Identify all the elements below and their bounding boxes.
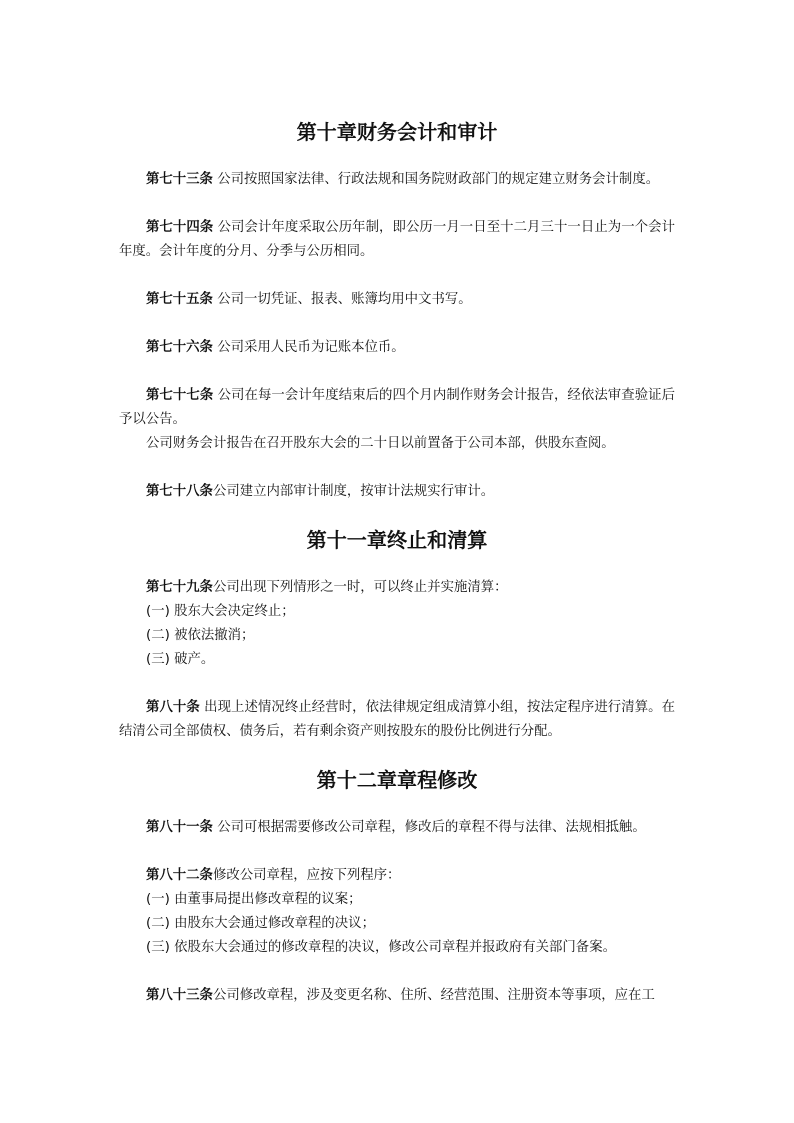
chapter-title: 第十一章终止和清算 (306, 528, 488, 552)
article-number: 第七十九条 (146, 580, 213, 595)
list-item: (一) 由董事局提出修改章程的议案； (146, 892, 362, 907)
article-text: 公司可根据需要修改公司章程，修改后的章程不得与法律、法规相抵触。 (212, 820, 646, 835)
article-text: 公司采用人民币为记账本位币。 (212, 340, 405, 355)
article-number: 第七十八条 (146, 484, 213, 499)
article-number: 第七十三条 (146, 172, 213, 187)
article-text: 公司建立内部审计制度，按审计法规实行审计。 (212, 484, 495, 499)
article-text: 公司出现下列情形之一时，可以终止并实施清算： (212, 580, 508, 595)
article-78 (119, 480, 675, 504)
article-text: 修改公司章程，应按下列程序： (212, 868, 401, 883)
article-79 (119, 576, 675, 600)
article-number: 第八十一条 (146, 820, 213, 835)
article-80 (119, 696, 675, 744)
article-text: 公司会计年度采取公历年制，即公历一月一日至十二月三十一日止为一个会计年度。会计年度的分月、分季与公历相同。 (119, 220, 675, 259)
article-number: 第八十三条 (146, 988, 213, 1003)
article-text: 公司修改章程，涉及变更名称、住所、经营范围、注册资本等事项，应在工 (212, 988, 655, 1003)
article-number: 第八十二条 (146, 868, 213, 883)
article-number: 第八十条 (146, 700, 200, 715)
article-81 (119, 816, 675, 840)
article-number: 第七十六条 (146, 340, 213, 355)
article-number: 第七十五条 (146, 292, 213, 307)
article-77 (119, 384, 675, 432)
article-74 (119, 216, 675, 264)
article-text: 出现上述情况终止经营时，依法律规定组成清算小组，按法定程序进行清算。在结清公司全部债权、债务后，若有剩余资产则按股东的股份比例进行分配。 (119, 700, 675, 739)
chapter-title: 第十二章章程修改 (316, 768, 478, 792)
document-body (119, 120, 675, 1008)
list-item: (一) 股东大会决定终止； (146, 604, 295, 619)
article-82 (119, 864, 675, 888)
article-73 (119, 168, 675, 192)
list-item: (二) 由股东大会通过修改章程的决议； (146, 916, 375, 931)
list-item: (三) 依股东大会通过的修改章程的决议，修改公司章程并报政府有关部门备案。 (146, 940, 616, 955)
article-text: 公司一切凭证、报表、账簿均用中文书写。 (212, 292, 472, 307)
article-text: 公司在每一会计年度结束后的四个月内制作财务会计报告，经依法审查验证后予以公告。 (119, 388, 675, 427)
chapter-title: 第十章财务会计和审计 (296, 120, 498, 144)
article-number: 第七十七条 (146, 388, 214, 403)
article-number: 第七十四条 (146, 220, 214, 235)
list-item: (三) 破产。 (146, 652, 215, 667)
list-item: (二) 被依法撤消； (146, 628, 255, 643)
article-83 (119, 984, 675, 1008)
article-77-paragraph-2: 公司财务会计报告在召开股东大会的二十日以前置备于公司本部，供股东查阅。 (146, 436, 615, 451)
article-76 (119, 336, 675, 360)
article-75 (119, 288, 675, 312)
article-text: 公司按照国家法律、行政法规和国务院财政部门的规定建立财务会计制度。 (212, 172, 660, 187)
